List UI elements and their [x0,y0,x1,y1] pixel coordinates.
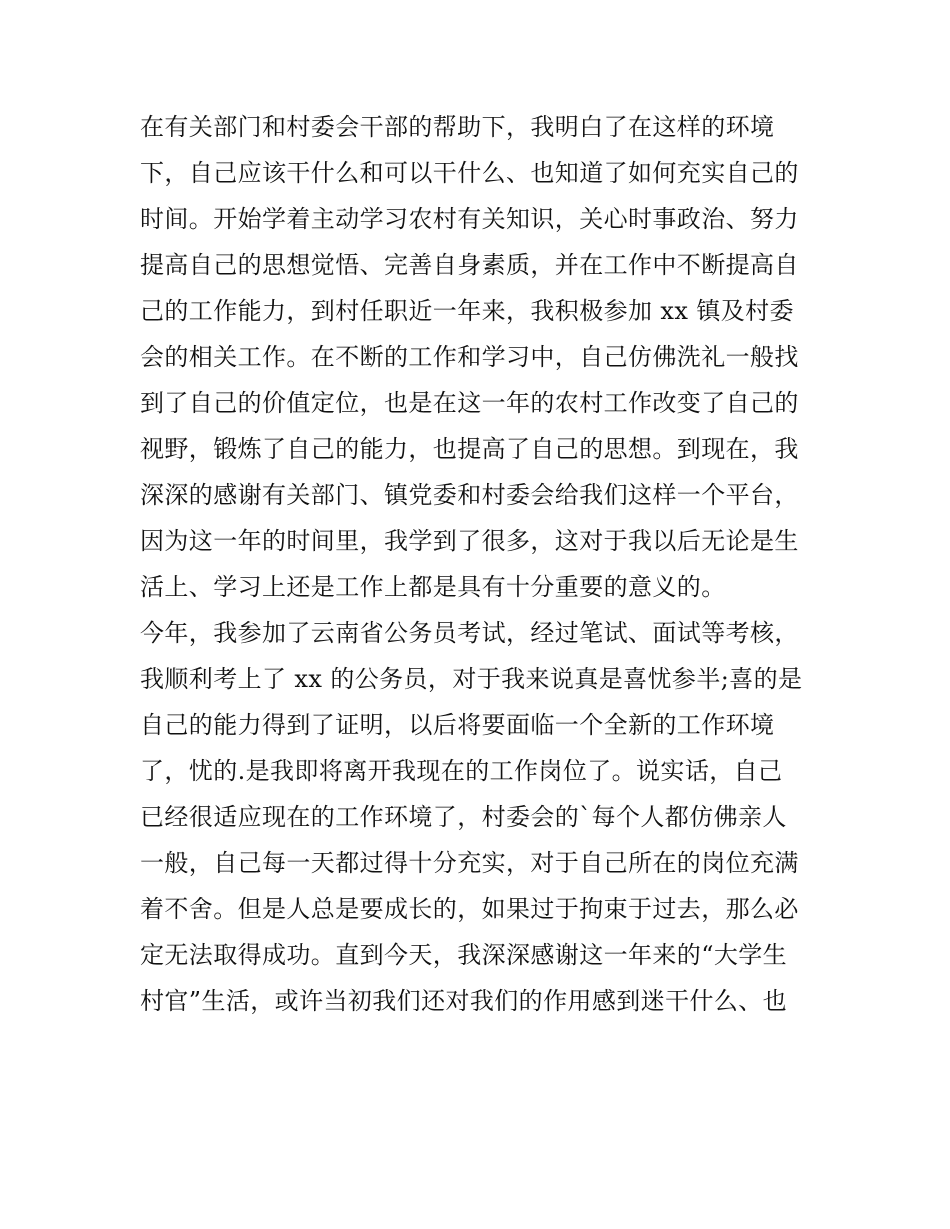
text-line: 我顺利考上了 xx 的公务员，对于我来说真是喜忧参半;喜的是 [140,665,803,693]
text-line: 已经很适应现在的工作环境了，村委会的`每个人都仿佛亲人 [140,803,787,831]
text-line: 自己的能力得到了证明，以后将要面临一个全新的工作环境 [140,711,775,739]
text-line: 着不舍。但是人总是要成长的，如果过于拘束于过去，那么必 [140,895,799,923]
text-line: 定无法取得成功。直到今天，我深深感谢这一年来的“大学生 [140,941,788,969]
text-line: 提高自己的思想觉悟、完善自身素质，并在工作中不断提高自 [140,251,799,279]
text-line: 己的工作能力，到村任职近一年来，我积极参加 xx 镇及村委 [140,297,794,325]
text-line: 在有关部门和村委会干部的帮助下，我明白了在这样的环境 [140,113,775,141]
text-line: 今年，我参加了云南省公务员考试，经过笔试、面试等考核， [140,619,799,647]
text-line: 时间。开始学着主动学习农村有关知识，关心时事政治、努力 [140,205,799,233]
body-text [140,104,820,1024]
text-line: 活上、学习上还是工作上都是具有十分重要的意义的。 [140,573,726,601]
text-line: 到了自己的价值定位，也是在这一年的农村工作改变了自己的 [140,389,799,417]
text-line: 因为这一年的时间里，我学到了很多，这对于我以后无论是生 [140,527,799,555]
text-line: 会的相关工作。在不断的工作和学习中，自己仿佛洗礼一般找 [140,343,799,371]
text-line: 一般，自己每一天都过得十分充实，对于自己所在的岗位充满 [140,849,799,877]
text-line: 了，忧的.是我即将离开我现在的工作岗位了。说实话，自己 [140,757,783,785]
text-line: 深深的感谢有关部门、镇党委和村委会给我们这样一个平台， [140,481,799,509]
text-line: 视野，锻炼了自己的能力，也提高了自己的思想。到现在，我 [140,435,799,463]
text-line: 下，自己应该干什么和可以干什么、也知道了如何充实自己的 [140,159,799,187]
text-line: 村官”生活，或许当初我们还对我们的作用感到迷干什么、也 [140,987,788,1015]
